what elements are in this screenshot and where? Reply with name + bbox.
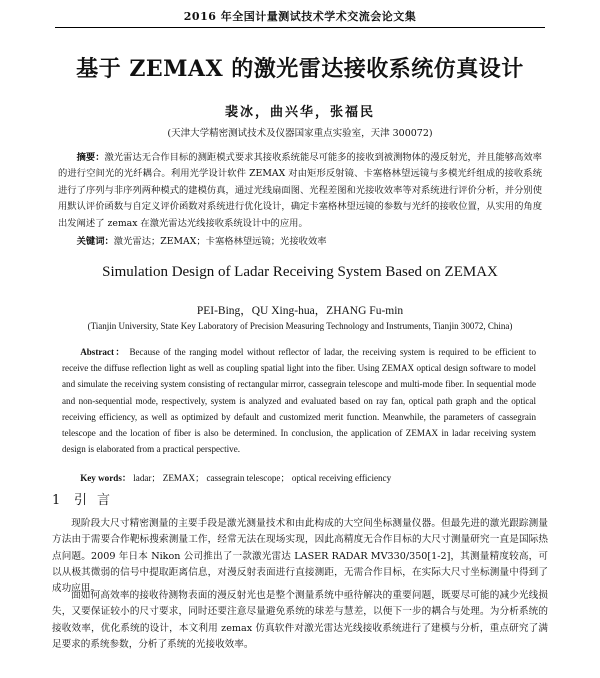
chinese-keywords [58,235,542,249]
header-divider [55,27,545,28]
english-keywords [62,471,536,485]
english-abstract-text: Because of the ranging model without reflector of ladar, the receiving system is required to be efficient to receive the diffuse reflection light as well as coupling spatial light into the fiber. Using ZEMAX optical design software to model and simulate the receiving system consisting of rectangular mirror, cassegrain telescope and multi-mode fiber. In sequential mode and non-sequential mode, respectively, system is analyzed and evaluated based on ray fan, optical path graph and the optical receiving efficiency, as well as optimized by default and customized merit function. Meanwhile, the parameters of cassegrain telescope and the location of fiber is also be determined. In conclusion, the application of ZEMAX in ladar receiving system design is elaborated from a practical perspective. [62,347,536,455]
english-authors: PEI-Bing，QU Xing-hua，ZHANG Fu-min [196,305,404,317]
chinese-keywords-label: 关键词： [76,236,114,247]
section-number: 1 [52,493,61,508]
english-affiliation: (Tianjin University, State Key Laboratory of Precision Measuring Technology and Instruments, Tianjin 30072, China) [87,321,513,331]
body-paragraph-2: 面如何高效率的接收待测物表面的漫反射光也是整个测量系统中亟待解决的重要问题，既要尽可能的减少光线损失，又要保证较小的尺寸要求，同时还要注意尽量避免系统的球差与慧差，以便下一步的耦合与处理。为分析系统的接收效率，优化系统的设计，本文利用 zemax 仿真软件对激光雷达光线接收系统进行了建模与分析，重点研究了满足要求的系统参数，分析了系统的光接收效率。 [52,590,548,650]
chinese-abstract [58,150,542,232]
english-keywords-label: Key words： [80,473,131,483]
chinese-title: 基于 ZEMAX 的激光雷达接收系统仿真设计 [76,56,524,82]
body-paragraph-1: 现阶段大尺寸精密测量的主要手段是激光测量技术和由此构成的大空间坐标测量仪器。但最先进的激光跟踪测量方法由于需要合作靶标搜索测量工作，经常无法在现场实现，因此高精度无合作目标的大尺寸测量研究一直是国际热点问题。2009 年日本 Nikon 公司推出了一款激光雷达 LASER RADAR MV330/350[1-2]，其测量精度较高，可以从极其微弱的信号中提取距离信息，对漫反射表面进行直接测距，无需合作目标，在实际大尺寸坐标测量中得到了成功应用。 [52,518,548,595]
chinese-authors: 裴冰，曲兴华，张福民 [224,105,375,120]
english-abstract-label: Abstract： [80,347,126,357]
chinese-keywords-text: 激光雷达；ZEMAX；卡塞格林望远镜；光接收效率 [113,236,327,247]
chinese-abstract-text: 激光雷达无合作目标的测距模式要求其接收系统能尽可能多的接收到被测物体的漫反射光，并且能够高效率的进行空间光的光纤耦合。利用光学设计软件 ZEMAX 对由矩形反射镜、卡塞格林望远镜与多模光纤组成的接收系统进行了序列与非序列两种模式的建模仿真，通过光线扇面图、光程差图和光接收效率等对系统进行评价分析，并分别使用默认评价函数与自定义评价函数对系统进行优化设计，确定卡塞格林望远镜的参数与光纤的接收位置，从实用的角度出发阐述了 zemax 在激光雷达光线接收系统设计中的应用。 [58,152,542,229]
section-heading [52,489,252,508]
english-keywords-text: ladar； ZEMAX； cassegrain telescope； optical receiving efficiency [133,473,392,483]
running-header: 2016 年全国计量测试技术学术交流会论文集 [183,10,417,23]
english-title: Simulation Design of Ladar Receiving System Based on ZEMAX [102,264,498,280]
english-abstract [62,344,536,457]
chinese-abstract-label: 摘要： [76,152,105,163]
chinese-affiliation: (天津大学精密测试技术及仪器国家重点实验室，天津 300072) [167,128,433,139]
section-title: 引言 [74,493,121,508]
